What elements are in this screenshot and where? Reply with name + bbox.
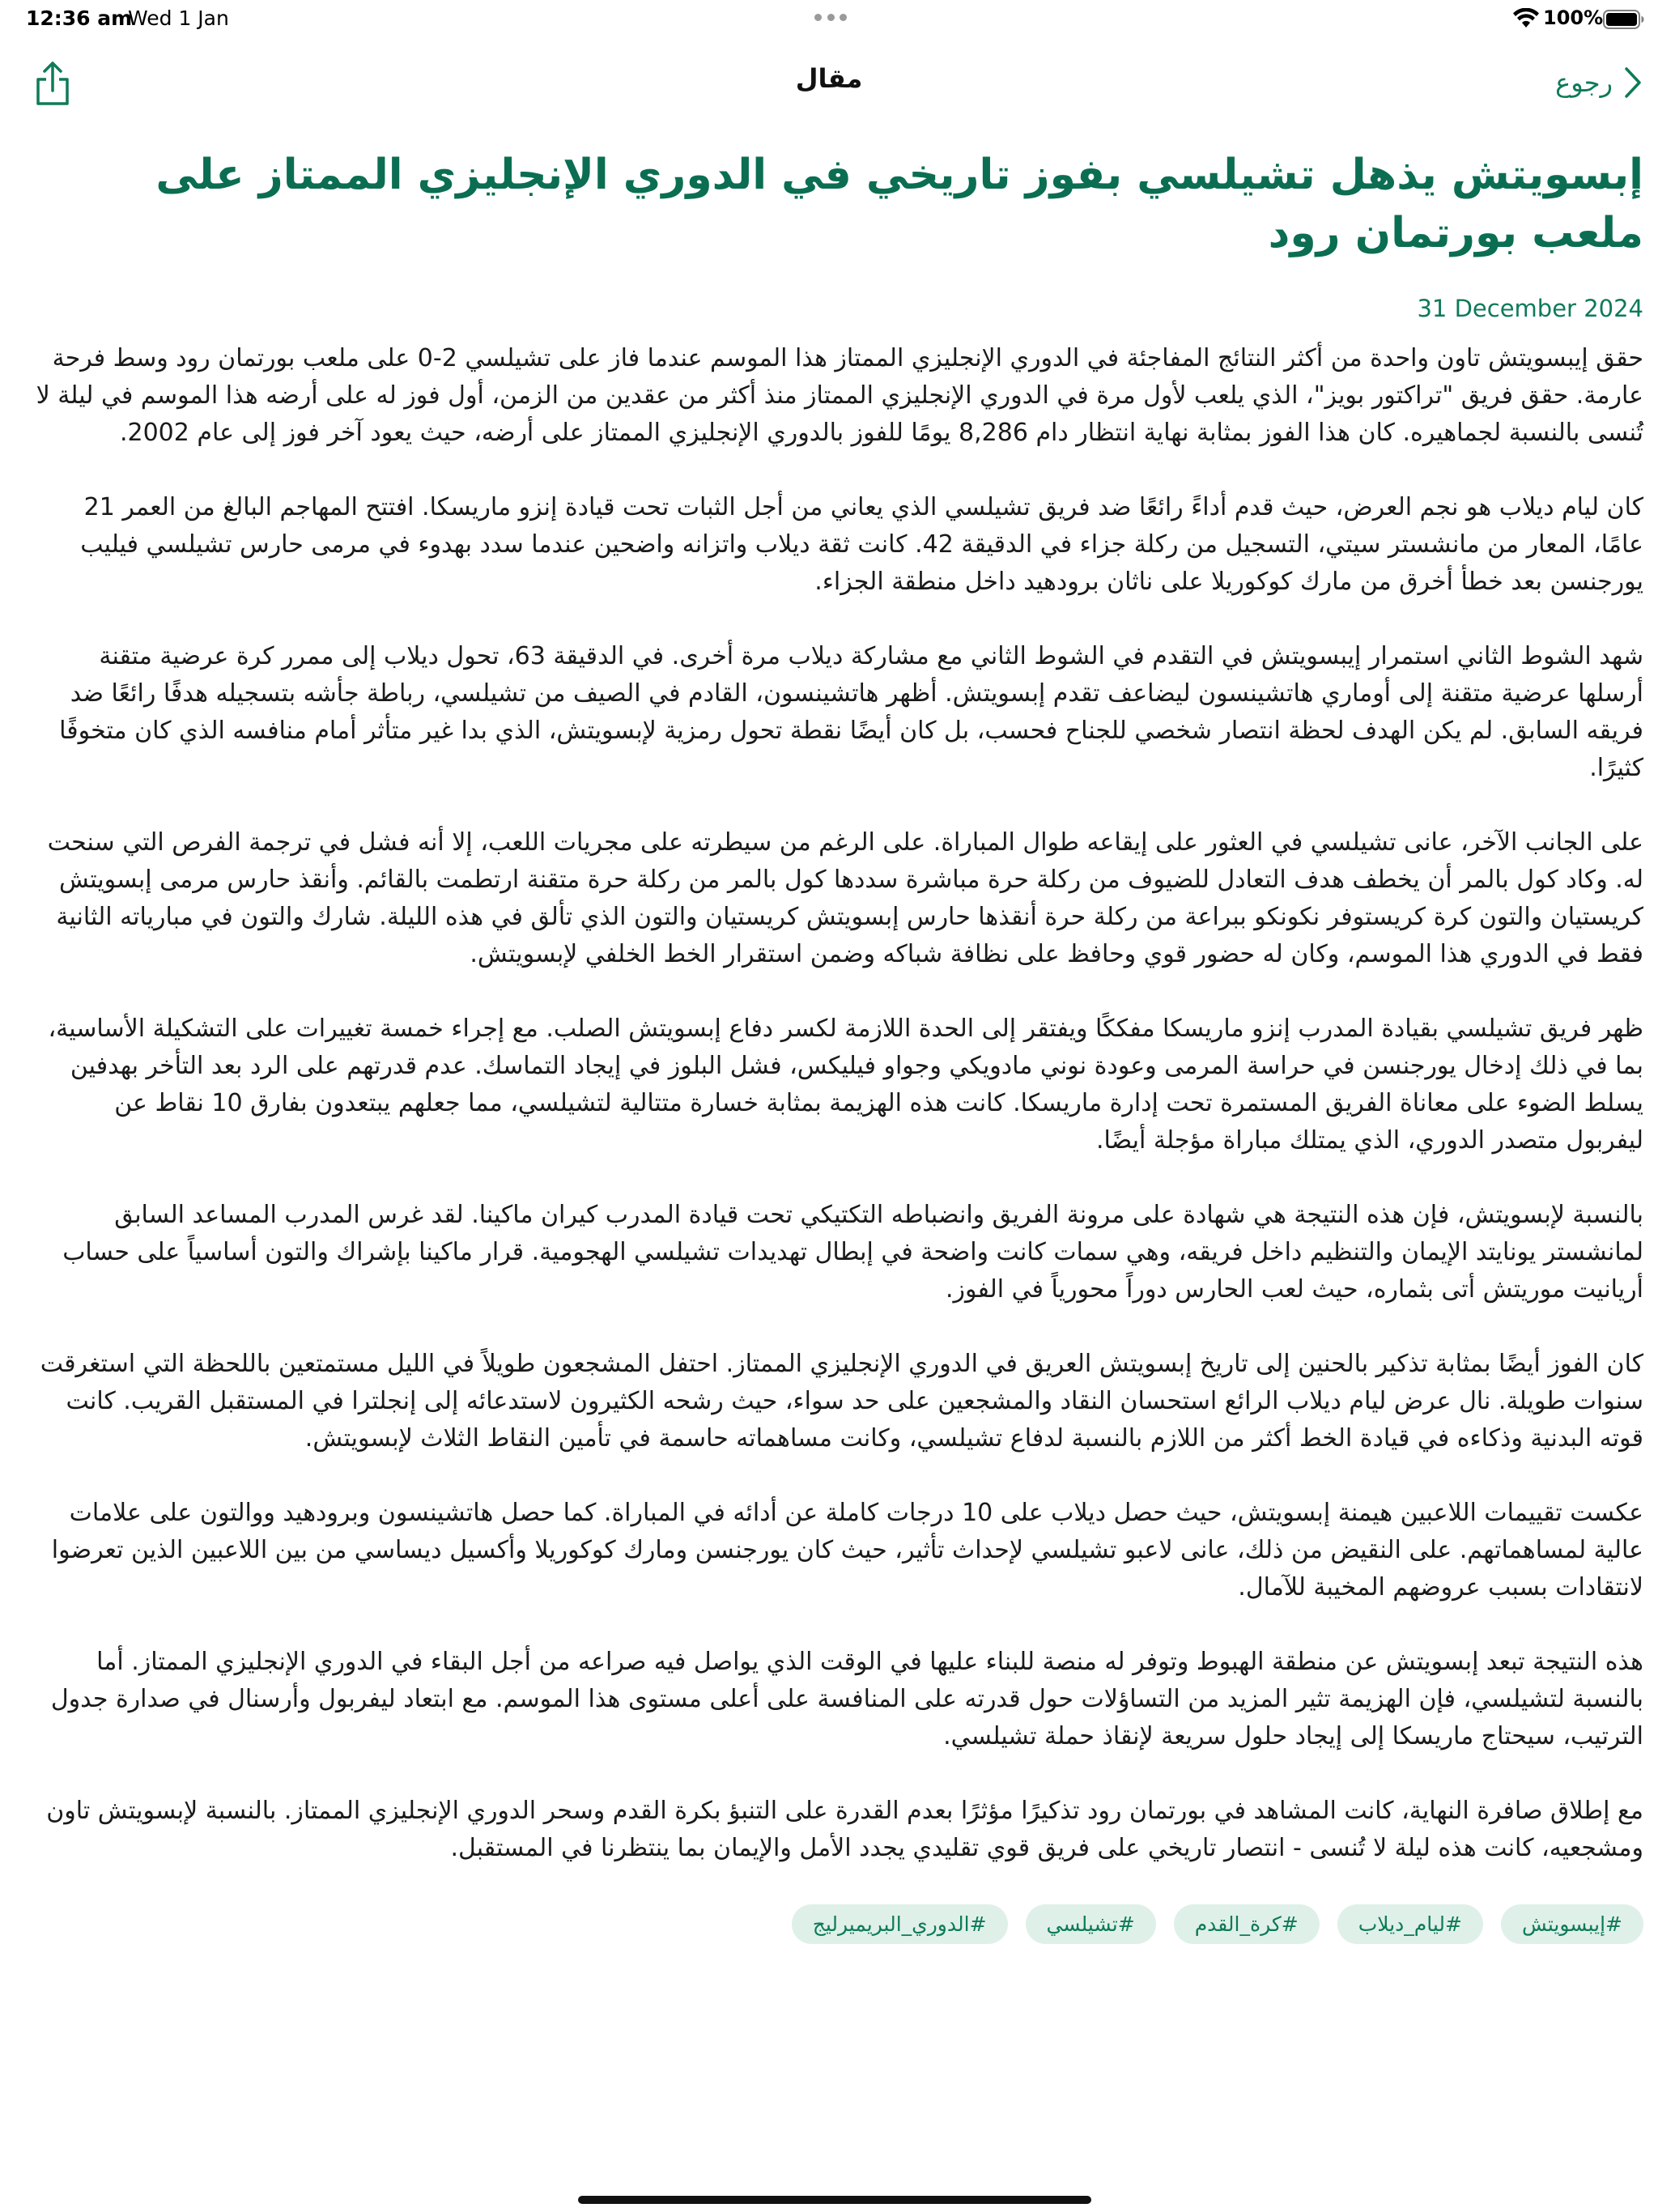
battery-icon bbox=[1603, 10, 1645, 29]
article-paragraph: كان الفوز أيضًا بمثابة تذكير بالحنين إلى تاريخ إبسويتش العريق في الدوري الإنجليزي الممتاز. احتفل المشجعون طويلاً في الليل مستمتعين باللحظة التي استغرقت سنوات طويلة. نال عرض ليام ديلاب الرائع استحسان النقاد والمشجعين على حد سواء، حيث رشحه الكثيرون لاستدعائه إلى إنجلترا في المستقبل القريب. كانت قوته البدنية وذكاءه في قيادة الخط أكثر من اللازم بالنسبة لدفاع تشيلسي، وكانت مساهماته حاسمة في تأمين النقاط الثلاث لإبسويتش. bbox=[40, 1350, 1643, 1453]
tag-football[interactable]: #كرة_القدم bbox=[1174, 1904, 1320, 1944]
tag-chelsea[interactable]: #تشيلسي bbox=[1026, 1904, 1156, 1944]
status-time: 12:36 am bbox=[26, 6, 133, 30]
page-title: مقال bbox=[795, 63, 863, 94]
article-paragraph: كان ليام ديلاب هو نجم العرض، حيث قدم أداءً رائعًا ضد فريق تشيلسي الذي يعاني من أجل الثبات تحت قيادة إنزو ماريسكا. افتتح المهاجم البالغ من العمر 21 عامًا، المعار من مانشستر سيتي، التسجيل من ركلة جزاء في الدقيقة 42. كانت ثقة ديلاب واتزانه واضحين عندما سدد بهدوء في مرمى حارس تشيلسي فيليب يورجنسن بعد خطأ أخرق من مارك كوكوريلا على ناثان برودهيد داخل منطقة الجزاء. bbox=[80, 493, 1643, 596]
article-date: 31 December 2024 bbox=[1417, 295, 1643, 322]
status-date: Wed 1 Jan bbox=[128, 6, 229, 30]
status-bar bbox=[0, 0, 1658, 39]
article-paragraph: هذه النتيجة تبعد إبسويتش عن منطقة الهبوط وتوفر له منصة للبناء عليها في الوقت الذي يواصل فيه صراعه من أجل البقاء في الدوري الإنجليزي الممتاز. أما بالنسبة لتشيلسي، فإن الهزيمة تثير المزيد من التساؤلات حول قدرته على المنافسة على أعلى مستوى هذا الموسم. مع ابتعاد ليفربول وأرسنال في صدارة جدول الترتيب، سيحتاج ماريسكا إلى إيجاد حلول سريعة لإنقاذ حملة تشيلسي. bbox=[50, 1648, 1643, 1750]
article-paragraph: حقق إيبسويتش تاون واحدة من أكثر النتائج المفاجئة في الدوري الإنجليزي الممتاز هذا الموسم عندما فاز على تشيلسي 2-0 على ملعب بورتمان رود وسط فرحة عارمة. حقق فريق "تراكتور بويز"، الذي يلعب لأول مرة في الدوري الإنجليزي الممتاز منذ أكثر من عقدين من الزمن، أول فوز له على أرضه هذا الموسم في ليلة لا تُنسى بالنسبة لجماهيره. كان هذا الفوز بمثابة نهاية انتظار دام 8,286 يومًا للفوز بالدوري الإنجليزي الممتاز على أرضه، حيث يعود آخر فوز إلى عام 2002. bbox=[36, 344, 1643, 447]
article-paragraph: ظهر فريق تشيلسي بقيادة المدرب إنزو ماريسكا مفككًا ويفتقر إلى الحدة اللازمة لكسر دفاع إبسويتش الصلب. مع إجراء خمسة تغييرات على التشكيلة الأساسية، بما في ذلك إدخال يورجنسن في حراسة المرمى وعودة نوني مادويكي وجواو فيليكس، فشل البلوز في إيجاد التماسك. عدم قدرتهم على الرد بعد التأخر بهدفين يسلط الضوء على معاناة الفريق المستمرة تحت إدارة ماريسكا. كانت هذه الهزيمة بمثابة خسارة متتالية لتشيلسي، مما جعلهم يبتعدون بفارق 10 نقاط عن ليفربول متصدر الدوري، الذي يمتلك مباراة مؤجلة أيضًا. bbox=[48, 1015, 1643, 1155]
article-paragraph: مع إطلاق صافرة النهاية، كانت المشاهد في بورتمان رود تذكيرًا مؤثرًا بعدم القدرة على التنبؤ بكرة القدم وسحر الدوري الإنجليزي الممتاز. بالنسبة لإبسويتش تاون ومشجعيه، كانت هذه ليلة لا تُنسى - انتصار تاريخي على فريق قوي تقليدي يجدد الأمل والإيمان بما ينتظرنا في المستقبل. bbox=[46, 1797, 1643, 1862]
share-icon bbox=[31, 58, 74, 110]
battery-percentage: 100% bbox=[1543, 6, 1604, 29]
multitasking-dots-icon[interactable] bbox=[814, 13, 847, 21]
back-label: رجوع bbox=[1555, 67, 1613, 98]
share-button[interactable] bbox=[31, 58, 74, 110]
article-body bbox=[31, 340, 1643, 1867]
tag-premier-league[interactable]: #الدوري_البريميرليج bbox=[792, 1904, 1008, 1944]
chevron-right-icon bbox=[1624, 66, 1642, 99]
back-button[interactable] bbox=[1522, 60, 1642, 105]
home-indicator[interactable] bbox=[578, 2196, 1091, 2204]
article-paragraph: على الجانب الآخر، عانى تشيلسي في العثور على إيقاعه طوال المباراة. على الرغم من سيطرته على مجريات اللعب، إلا أنه فشل في ترجمة الفرص التي سنحت له. وكاد كول بالمر أن يخطف هدف التعادل للضيوف من ركلة حرة مباشرة سددها كول بالمر من ركلة حرة متقنة ارتطمت بالقائم. وأنقذ حارس مرمى إبسويتش كريستيان والتون كرة كريستوفر نكونكو ببراعة من ركلة حرة أنقذها حارس إبسويتش كريستيان والتون الذي تألق في هذه الليلة. شارك والتون في مبارياته الثانية فقط في الدوري هذا الموسم، وكان له حضور قوي وحافظ على نظافة شباكه وضمن استقرار الخط الخلفي لإبسويتش. bbox=[47, 828, 1643, 968]
article-paragraph: شهد الشوط الثاني استمرار إيبسويتش في التقدم في الشوط الثاني مع مشاركة ديلاب مرة أخرى. في الدقيقة 63، تحول ديلاب إلى ممرر كرة عرضية متقنة أرسلها عرضية متقنة إلى أوماري هاتشينسون ليضاعف تقدم إبسويتش. أظهر هاتشينسون، القادم في الصيف من تشيلسي، رباطة جأشه بتسجيله هدفًا رائعًا ضد فريقه السابق. لم يكن الهدف لحظة انتصار شخصي للجناح فحسب، بل كان أيضًا نقطة تحول رمزية لإبسويتش، الذي بدا غير متأثر أمام منافسه الذي كان متخوفًا كثيرًا. bbox=[59, 642, 1643, 782]
wifi-icon bbox=[1512, 8, 1540, 29]
tag-ipswich[interactable]: #إيبسويتش bbox=[1501, 1904, 1643, 1944]
article bbox=[31, 146, 1643, 1944]
tag-liam-delap[interactable]: #ليام_ديلاب bbox=[1337, 1904, 1483, 1944]
article-paragraph: بالنسبة لإبسويتش، فإن هذه النتيجة هي شهادة على مرونة الفريق وانضباطه التكتيكي تحت قيادة المدرب كيران ماكينا. لقد غرس المدرب المساعد السابق لمانشستر يونايتد الإيمان والتنظيم داخل فريقه، وهي سمات كانت واضحة في إبطال تهديدات تشيلسي الهجومية. قرار ماكينا بإشراك والتون أساسياً على حساب أريانيت موريتش أتى بثماره، حيث لعب الحارس دوراً محورياً في الفوز. bbox=[62, 1201, 1643, 1304]
tag-list bbox=[31, 1904, 1643, 1944]
navigation-bar bbox=[0, 49, 1658, 113]
article-paragraph: عكست تقييمات اللاعبين هيمنة إبسويتش، حيث حصل ديلاب على 10 درجات كاملة عن أدائه في المباراة. كما حصل هاتشينسون وبرودهيد ووالتون على علامات عالية لمساهماتهم. على النقيض من ذلك، عانى لاعبو تشيلسي لإحداث تأثير، حيث كان يورجنسن ومارك كوكوريلا وأكسيل ديساسي من بين اللاعبين الذين تعرضوا لانتقادات بسبب عروضهم المخيبة للآمال. bbox=[51, 1499, 1643, 1602]
article-title: إبسويتش يذهل تشيلسي بفوز تاريخي في الدوري الإنجليزي الممتاز على ملعب بورتمان رود bbox=[155, 151, 1643, 257]
